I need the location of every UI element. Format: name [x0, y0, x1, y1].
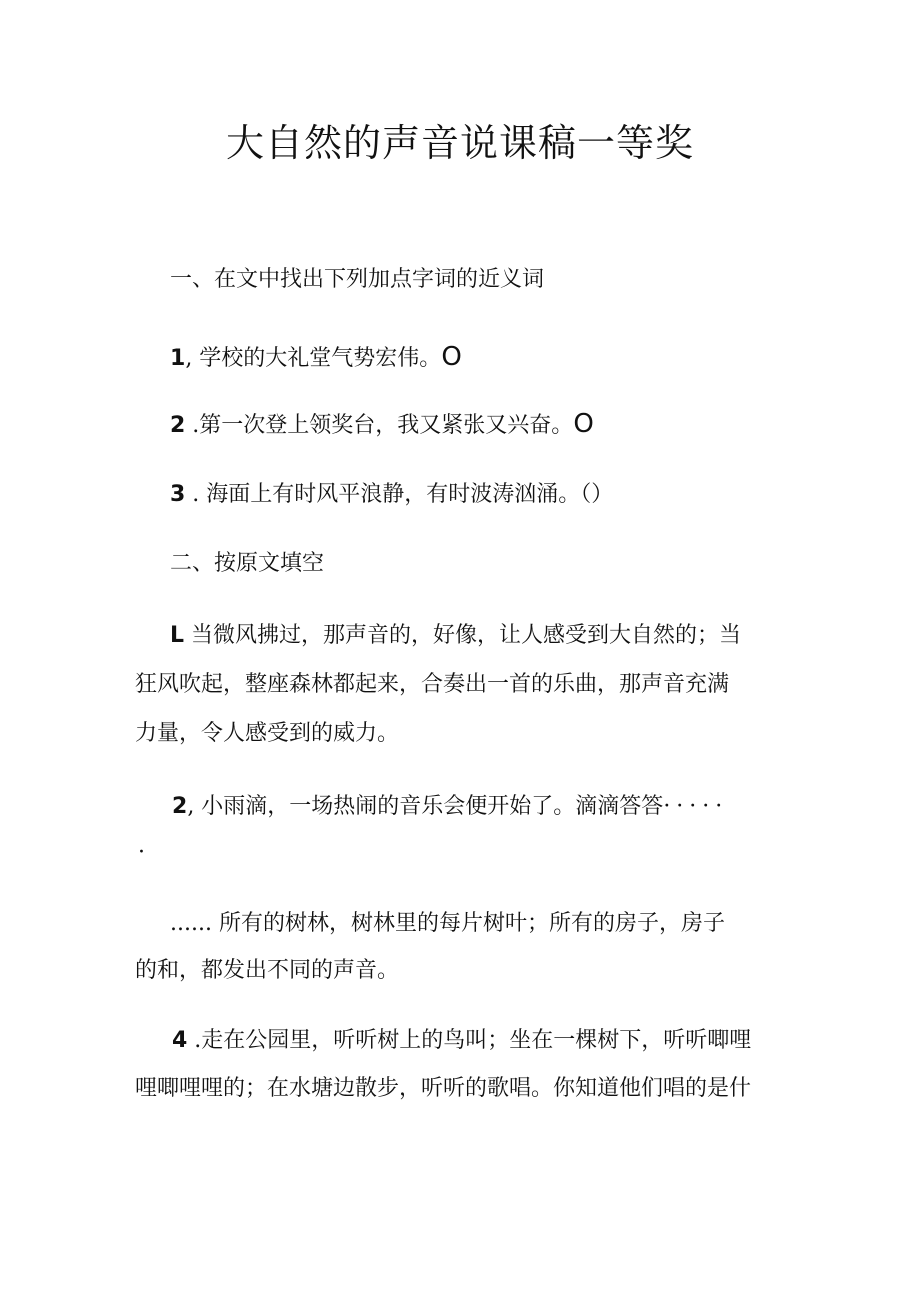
question-1	[170, 342, 462, 374]
paragraph-text: 所有的树林，树林里的每片树叶；所有的房子，房子	[211, 911, 725, 936]
question-text: . 海面上有时风平浪静，有时波涛汹涌。（）	[185, 482, 614, 507]
fill-paragraph-3-line-2: 的和，都发出不同的声音。	[135, 958, 400, 983]
question-number: 1	[170, 346, 186, 371]
fill-paragraph-4-line-2: 哩唧哩哩的；在水塘边散步，听听的歌唱。你知道他们唱的是什	[135, 1076, 752, 1101]
paragraph-text: 当微风拂过，那声音的，好像，让人感受到大自然的；当	[184, 623, 742, 648]
fill-paragraph-2-line-1	[172, 792, 728, 822]
ellipsis-dots: ·	[138, 840, 151, 865]
answer-blank: O	[441, 342, 462, 372]
document-title: 大自然的声音说课稿一等奖	[225, 121, 694, 165]
fill-paragraph-1-line-3: 力量，令人感受到的威力。	[135, 721, 400, 746]
fill-paragraph-1-line-2: 狂风吹起，整座森林都起来，合奏出一首的乐曲，那声音充满	[135, 672, 730, 697]
fill-paragraph-2-line-2	[138, 838, 151, 868]
question-number: 2	[170, 413, 186, 438]
ellipsis-dots: ......	[170, 911, 212, 936]
section-2-heading: 二、按原文填空	[170, 551, 325, 576]
question-number: 3	[170, 482, 186, 507]
question-2	[170, 409, 594, 441]
paragraph-number: 4	[172, 1028, 188, 1053]
question-text: .第一次登上领奖台，我又紧张又兴奋。	[185, 413, 574, 438]
fill-paragraph-3-line-1	[170, 909, 725, 939]
ellipsis-dots: ·····	[663, 794, 729, 819]
fill-paragraph-1-line-1	[170, 621, 741, 651]
section-1-heading: 一、在文中找出下列加点字词的近义词	[170, 267, 545, 292]
answer-blank: O	[573, 409, 594, 439]
paragraph-text: .走在公园里，听听树上的鸟叫；坐在一棵树下，听听唧哩	[187, 1028, 752, 1053]
question-text: , 学校的大礼堂气势宏伟。	[185, 346, 442, 371]
paragraph-number: 2	[172, 794, 188, 819]
paragraph-number: L	[170, 623, 185, 648]
paragraph-text: , 小雨滴，一场热闹的音乐会便开始了。滴滴答答	[187, 794, 664, 819]
fill-paragraph-4-line-1	[172, 1026, 751, 1056]
question-3	[170, 480, 613, 510]
